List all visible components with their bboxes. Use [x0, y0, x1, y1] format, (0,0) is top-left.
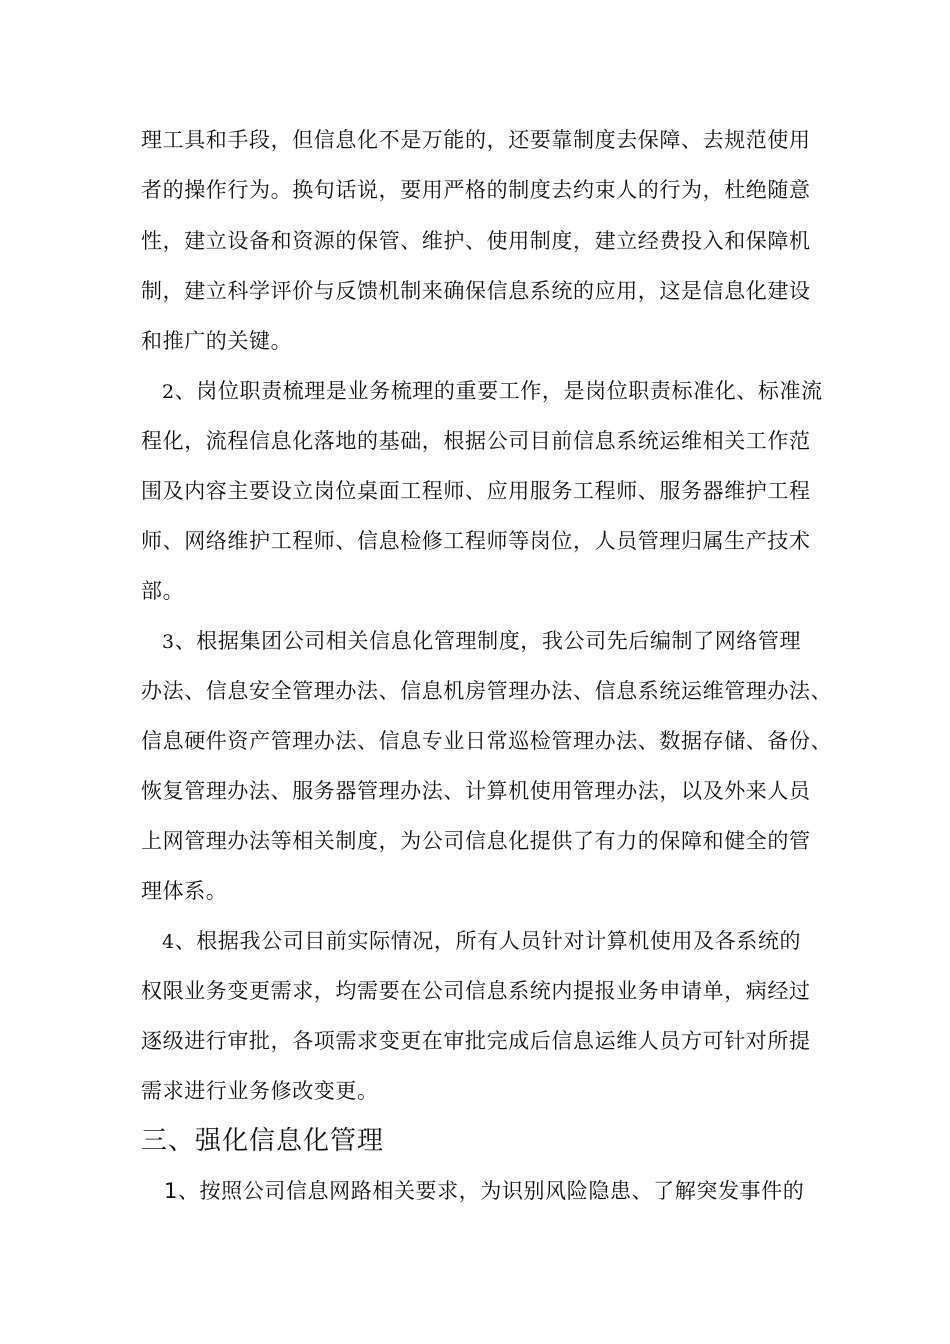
para4-line-3: 逐级进行审批，各项需求变更在审批完成后信息运维人员方可针对所提: [141, 1029, 811, 1053]
intro-line-3: 性，建立设备和资源的保管、维护、使用制度，建立经费投入和保障机: [141, 229, 811, 253]
para4-first-line: [162, 928, 801, 955]
para4-line-2: 权限业务变更需求，均需要在公司信息系统内提报业务申请单，病经过: [141, 979, 811, 1003]
para4-first-line-text: 、根据我公司目前实际情况，所有人员针对计算机使用及各系统的: [174, 929, 802, 953]
para4-line-4: 需求进行业务修改变更。: [141, 1079, 379, 1103]
para4-number: 4: [162, 931, 175, 953]
para2-line-3: 围及内容主要设立岗位桌面工程师、应用服务工程师、服务器维护工程: [141, 479, 811, 503]
para2-line-5: 部。: [141, 579, 185, 603]
intro-line-2: 者的操作行为。换句话说，要用严格的制度去约束人的行为，杜绝随意: [141, 178, 811, 202]
para3-first-line: [162, 628, 801, 655]
para2-line-2: 程化，流程信息化落地的基础，根据公司目前信息系统运维相关工作范: [141, 429, 811, 453]
para3-number: 3: [162, 631, 175, 653]
para3-first-line-text: 、根据集团公司相关信息化管理制度，我公司先后编制了网络管理: [174, 629, 802, 653]
para3-line-4: 恢复管理办法、服务器管理办法、计算机使用管理办法，以及外来人员: [141, 779, 811, 803]
intro-line-5: 和推广的关键。: [141, 329, 293, 353]
para3-line-3: 信息硬件资产管理办法、信息专业日常巡检管理办法、数据存储、备份、: [141, 729, 833, 753]
para5-first-line: 1、按照公司信息网路相关要求，为识别风险隐患、了解突发事件的: [164, 1179, 805, 1203]
intro-line-4: 制，建立科学评价与反馈机制来确保信息系统的应用，这是信息化建设: [141, 279, 811, 303]
para2-first-line-text: 、岗位职责梳理是业务梳理的重要工作，是岗位职责标准化、标准流: [174, 379, 823, 403]
para3-line-6: 理体系。: [141, 879, 228, 903]
para2-line-4: 师、网络维护工程师、信息检修工程师等岗位，人员管理归属生产技术: [141, 529, 811, 553]
para2-number: 2: [162, 381, 175, 403]
para2-first-line: [162, 378, 823, 405]
intro-line-1: 理工具和手段，但信息化不是万能的，还要靠制度去保障、去规范使用: [141, 128, 811, 152]
section-heading: 三、强化信息化管理: [141, 1126, 385, 1156]
para3-line-2: 办法、信息安全管理办法、信息机房管理办法、信息系统运维管理办法、: [141, 679, 833, 703]
para3-line-5: 上网管理办法等相关制度，为公司信息化提供了有力的保障和健全的管: [141, 829, 811, 853]
